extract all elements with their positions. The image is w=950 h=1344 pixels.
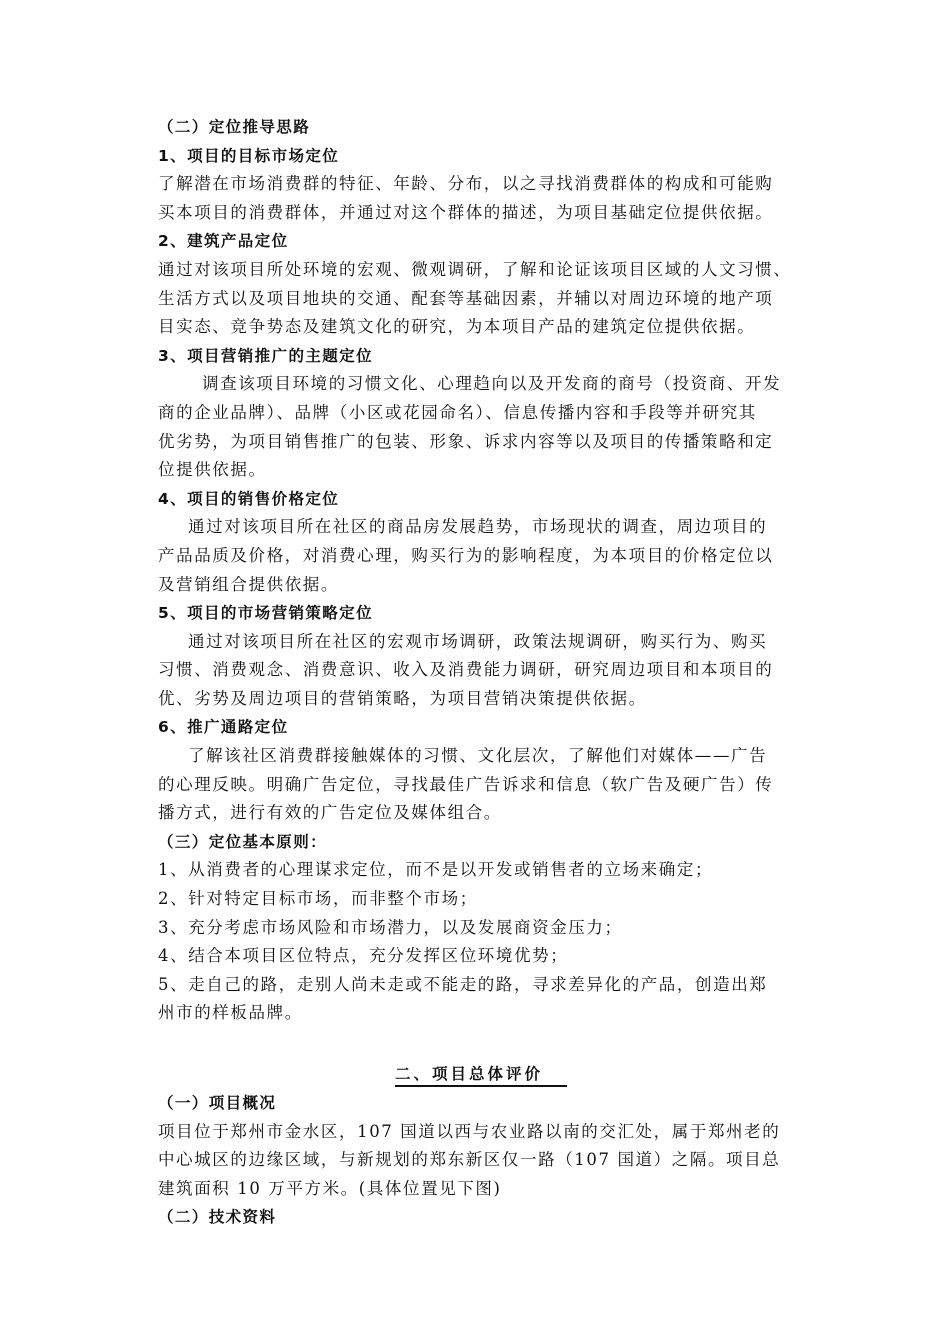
section-heading: （二）定位推导思路: [158, 118, 311, 136]
section-heading: （三）定位基本原则：: [158, 832, 328, 851]
item-heading-4: 4、项目的销售价格定位: [158, 489, 340, 508]
principle-line: 1、从消费者的心理谋求定位，而不是以开发或销售者的立场来确定；: [158, 860, 714, 880]
paragraph-line: 通过对该项目所在社区的宏观市场调研，政策法规调研，购买行为、购买: [188, 631, 768, 651]
paragraph-line: 目实态、竞争势态及建筑文化的研究，为本项目产品的建筑定位提供依据。: [158, 317, 756, 337]
section-heading: （一）项目概况: [158, 1094, 277, 1112]
paragraph-line: 建筑面积 10 万平方米。(具体位置见下图): [158, 1178, 502, 1198]
paragraph-line: 通过对该项目所处环境的宏观、微观调研，了解和论证该项目区域的人文习惯、: [158, 259, 792, 279]
paragraph-line: 习惯、消费观念、消费意识、收入及消费能力调研，研究周边项目和本项目的: [158, 660, 774, 680]
item-heading-3: 3、项目营销推广的主题定位: [158, 346, 373, 365]
paragraph-line: 商的企业品牌）、品牌（小区或花园命名）、信息传播内容和手段等并研究其: [158, 402, 757, 422]
chapter-title: 二、项目总体评价: [395, 1065, 544, 1083]
paragraph-line: 及营销组合提供依据。: [158, 574, 339, 594]
paragraph-line: 位提供依据。: [158, 460, 267, 480]
paragraph-line: 优劣势，为项目销售推广的包装、形象、诉求内容等以及项目的传播策略和定: [158, 431, 774, 451]
item-heading-1: 1、项目的目标市场定位: [158, 146, 340, 165]
item-heading-2: 2、建筑产品定位: [158, 232, 289, 251]
principle-line: 5、走自己的路，走别人尚未走或不能走的路，寻求差异化的产品，创造出郑: [158, 974, 768, 994]
principle-line: 州市的样板品牌。: [158, 1003, 303, 1023]
chapter-title-underline: [395, 1085, 567, 1087]
principle-line: 2、针对特定目标市场，而非整个市场；: [158, 889, 478, 909]
paragraph-line: 生活方式以及项目地块的交通、配套等基础因素，并辅以对周边环境的地产项: [158, 288, 774, 308]
paragraph-line: 通过对该项目所在社区的商品房发展趋势，市场现状的调查，周边项目的: [188, 517, 768, 537]
paragraph-line: 调查该项目环境的习惯文化、心理趋向以及开发商的商号（投资商、开发: [202, 374, 782, 394]
principle-line: 3、充分考虑市场风险和市场潜力，以及发展商资金压力；: [158, 917, 623, 937]
paragraph-line: 买本项目的消费群体，并通过对这个群体的描述，为项目基础定位提供依据。: [158, 202, 774, 222]
paragraph-line: 中心城区的边缘区域，与新规划的郑东新区仅一路（107 国道）之隔。项目总: [158, 1150, 781, 1170]
item-heading-6: 6、推广通路定位: [158, 718, 289, 737]
paragraph-line: 优、劣势及周边项目的营销策略，为项目营销决策提供依据。: [158, 688, 647, 708]
section-project-overview: [158, 1089, 808, 1232]
item-heading-5: 5、项目的市场营销策略定位: [158, 604, 373, 623]
paragraph-line: 了解该社区消费群接触媒体的习惯、文化层次，了解他们对媒体——广告: [188, 746, 768, 766]
section-heading: （二）技术资料: [158, 1208, 277, 1227]
section-positioning-derivation: [158, 113, 808, 1028]
paragraph-line: 播方式，进行有效的广告定位及媒体组合。: [158, 803, 502, 823]
paragraph-line: 的心理反映。明确广告定位，寻找最佳广告诉求和信息（软广告及硬广告）传: [158, 774, 774, 794]
principle-line: 4、结合本项目区位特点，充分发挥区位环境优势；: [158, 946, 569, 966]
paragraph-line: 产品品质及价格，对消费心理，购买行为的影响程度，为本项目的价格定位以: [158, 545, 774, 565]
paragraph-line: 项目位于郑州市金水区，107 国道以西与农业路以南的交汇处，属于郑州老的: [158, 1121, 781, 1141]
paragraph-line: 了解潜在市场消费群的特征、年龄、分布，以之寻找消费群体的构成和可能购: [158, 174, 774, 194]
